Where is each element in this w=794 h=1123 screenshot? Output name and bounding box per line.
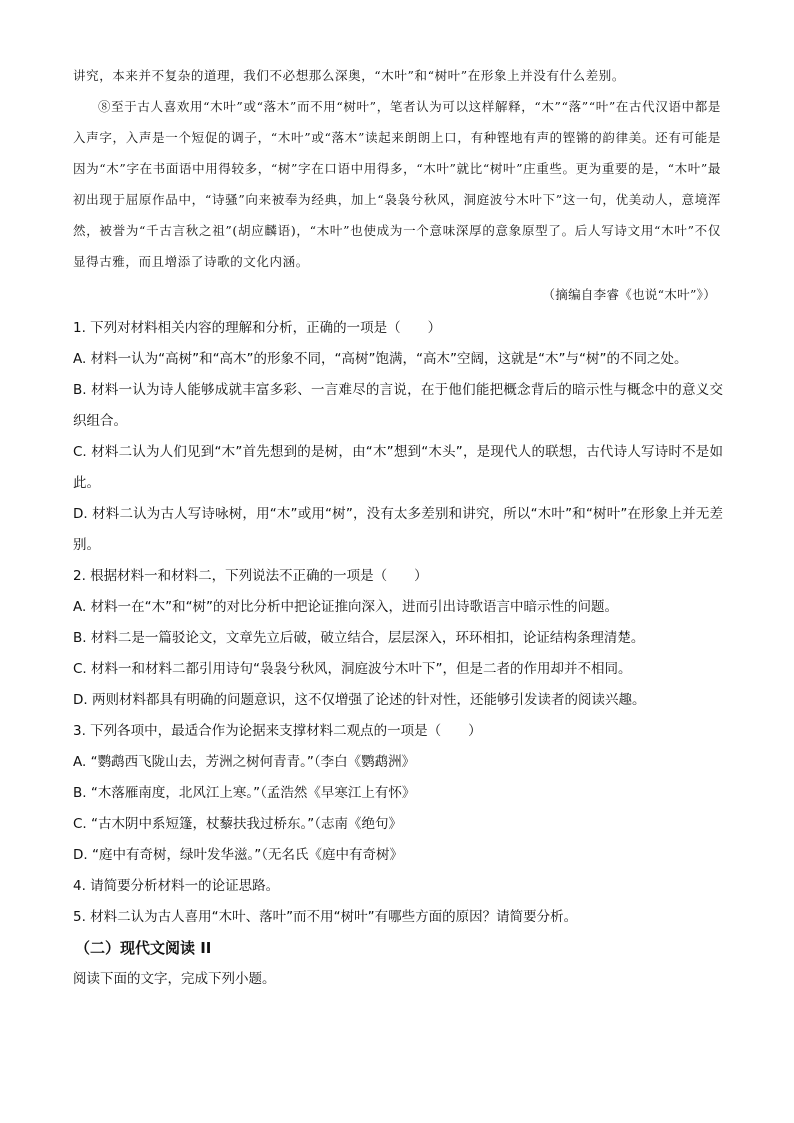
question-1-option-b: B. 材料一认为诗人能够成就丰富多彩、一言难尽的言说，在于他们能把概念背后的暗示性与概念中的意义交织组合。 [73,382,723,429]
question-2 [73,561,723,716]
section-instruction: 阅读下面的文字，完成下列小题。 [73,971,276,987]
question-3-stem: 3. 下列各项中，最适合作为论据来支撑材料二观点的一项是（ ） [73,723,482,739]
section-heading: （二）现代文阅读 II [75,939,212,957]
question-3 [73,716,723,871]
question-2-option-b: B. 材料二是一篇驳论文，文章先立后破，破立结合，层层深入，环环相扣，论证结构条理清楚。 [73,630,645,646]
question-3-option-c: C. “古木阴中系短篷，杖藜扶我过桥东。”（志南《绝句》 [73,816,402,832]
question-5: 5. 材料二认为古人喜用“木叶、落叶”而不用“树叶”有哪些方面的原因？请简要分析。 [73,909,578,925]
passage-line-1: 讲究，本来并不复杂的道理，我们不必想那么深奥，“木叶”和“树叶”在形象上并没有什么差别。 [73,68,625,83]
question-2-option-d: D. 两则材料都具有明确的问题意识，这不仅增强了论述的针对性，还能够引发读者的阅读兴趣。 [73,692,646,708]
question-3-option-b: B. “木落雁南度，北风江上寒。”（孟浩然《早寒江上有怀》 [73,785,416,801]
question-4: 4. 请简要分析材料一的论证思路。 [73,878,280,894]
question-1-option-d: D. 材料二认为古人写诗咏树，用“木”或用“树”，没有太多差别和讲究，所以“木叶”和“树叶”在形象上并无差别。 [73,506,723,553]
question-2-option-a: A. 材料一在“木”和“树”的对比分析中把论证推向深入，进而引出诗歌语言中暗示性的问题。 [73,599,619,615]
question-1-stem: 1. 下列对材料相关内容的理解和分析，正确的一项是（ ） [73,320,442,336]
question-2-option-c: C. 材料一和材料二都引用诗句“袅袅兮秋风，洞庭波兮木叶下”，但是二者的作用却并不相同。 [73,661,632,677]
question-1-option-a: A. 材料一认为“高树”和“高木”的形象不同，“高树”饱满，“高木”空阔，这就是“木”与“树”的不同之处。 [73,351,688,367]
passage-source: （摘编自李睿《也说“木叶”》） [542,287,716,302]
question-1-option-c: C. 材料二认为人们见到“木”首先想到的是树，由“木”想到“木头”，是现代人的联想，古代诗人写诗时不是如此。 [73,444,723,491]
question-1 [73,313,723,561]
questions-section [73,313,723,995]
passage-paragraph-8: ⑧至于古人喜欢用“木叶”或“落木”而不用“树叶”，笔者认为可以这样解释，“木”“落”“叶”在古代汉语中都是入声字，入声是一个短促的调子，“木叶”或“落木”读起来朗朗上口，有种铿地有声的铿锵的韵律美。还有可能是因为“木”字在书面语中用得较多，“树”字在口语中用得多，“木叶”就比“树叶”庄重些。更为重要的是，“木叶”最初出现于屈原作品中，“诗骚”向来被奉为经典，加上“袅袅兮秋风，洞庭波兮木叶下”这一句，优美动人，意境浑然，被誉为“千古言秋之祖”(胡应麟语)，“木叶”也使成为一个意味深厚的意象原型了。后人写诗文用“木叶”不仅显得古雅，而且增添了诗歌的文化内涵。 [73,99,721,269]
question-3-option-a: A. “鹦鹉西飞陇山去，芳洲之树何青青。”（李白《鹦鹉洲》 [73,754,416,770]
passage-continuation [73,60,721,277]
question-2-stem: 2. 根据材料一和材料二，下列说法不正确的一项是（ ） [73,568,428,584]
question-3-option-d: D. “庭中有奇树，绿叶发华滋。”（无名氏《庭中有奇树》 [73,847,403,863]
